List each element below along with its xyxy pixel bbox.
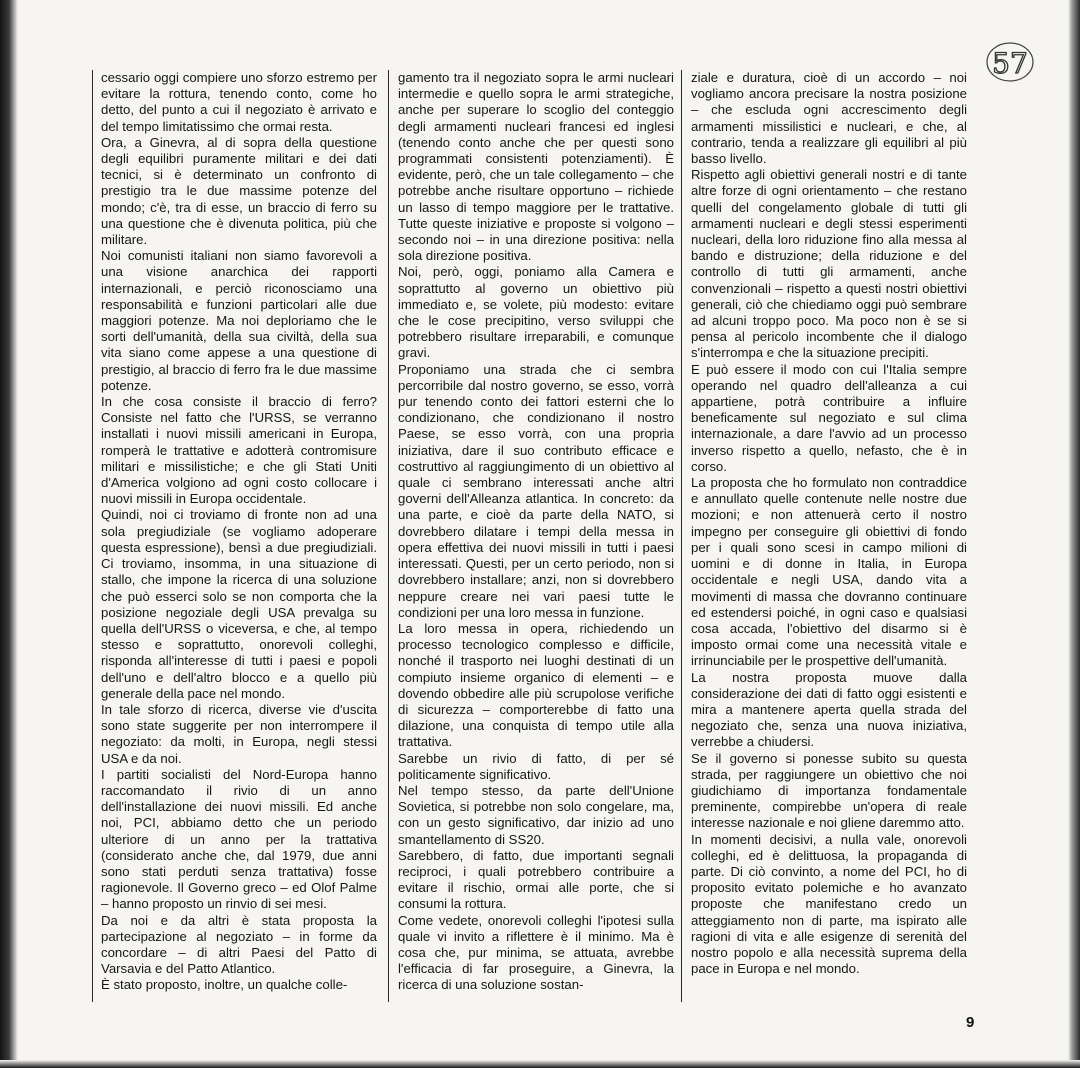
paragraph: Noi comunisti italiani non siamo favorevoli a una visione anarchica dei rapporti internazionali, e perciò riconosciamo una responsabilità e funzioni particolari alle due maggiori potenze. Ma noi deploriamo che le sorti dell'umanità, della sua civiltà, della sua vita siano come appese a una questione di prestigio, al braccio di ferro fra le due massime potenze.	[101, 248, 377, 393]
paragraph: cessario oggi compiere uno sforzo estremo per evitare la rottura, tenendo conto, come ho detto, del punto a cui il negoziato è arrivato e del tempo limitatissimo che ormai resta.	[101, 70, 377, 134]
page-number: 9	[966, 1014, 975, 1031]
column-rule-middle	[388, 70, 389, 1002]
paragraph: Noi, però, oggi, poniamo alla Camera e soprattutto al governo un obiettivo più immediato e, se volete, più modesto: evitare che le cose precipitino, verso sviluppi che potrebbero risultare irreparabili, e comunque gravi.	[398, 264, 674, 361]
column-rule-right	[681, 70, 682, 1002]
paragraph: Proponiamo una strada che ci sembra percorribile dal nostro governo, se esso, vorrà pur tenendo conto dei fattori esterni che lo condizionano, che condizionano il nostro Paese, se esso vorrà, con una propria iniziativa, dare il suo contributo efficace e costruttivo al raggiungimento di un obiettivo al quale ci sembrano interessati anche altri governi dell'Alleanza atlantica. In concreto: da una parte, e cioè da parte della NATO, si dovrebbero dilatare i tempi della messa in opera effettiva dei nuovi missili in tutti i paesi interessati. Questi, per un certo periodo, non si dovrebbero installare; anzi, non si dovrebbero neppure creare nei vari paesi tutte le condizioni per una loro messa in funzione.	[398, 361, 674, 620]
paragraph: E può essere il modo con cui l'Italia sempre operando nel quadro dell'alleanza a cui appartiene, potrà contribuire a influire beneficamente sul negoziato e sul clima internazionale, a dare l'avvio ad un processo inverso rispetto a quello, nefasto, che è in corso.	[691, 361, 967, 474]
paragraph: La proposta che ho formulato non contraddice e annullato quelle contenute nelle nostre due mozioni; e non attenuerà certo il nostro impegno per conseguire gli obiettivi di fondo per i quali sono scesi in campo milioni di uomini e di donne in Italia, in Europa occidentale e negli USA, dando vita a movimenti di massa che dovranno continuare ed estendersi poiché, in ogni caso e qualsiasi cosa accada, l'obiettivo del disarmo si è imposto ormai come una necessità vitale e irrinunciabile per le prospettive dell'umanità.	[691, 475, 967, 669]
text-column-3	[691, 70, 967, 977]
column-rule-left	[92, 70, 93, 1002]
paragraph: Rispetto agli obiettivi generali nostri e di tante altre forze di ogni orientamento – che restano quelli del congelamento globale di tutti gli armamenti nucleari e degli stessi esperimenti nucleari, della loro riduzione fino alla messa al bando e distruzione; della riduzione e del controllo di tutti gli armamenti, anche convenzionali – rispetto a questi nostri obiettivi generali, ciò che chiediamo oggi può sembrare ad alcuni troppo poco. Ma poco non è se si pensa al pericolo incombente che il dialogo s'interrompa e che la situazione precipiti.	[691, 167, 967, 361]
paragraph: Nel tempo stesso, da parte dell'Unione Sovietica, si potrebbe non solo congelare, ma, con un gesto significativo, dar inizio ad uno smantellamento di SS20.	[398, 782, 674, 847]
paragraph: Sarebbero, di fatto, due importanti segnali reciproci, i quali potrebbero contribuire a evitare il rischio, ormai alle porte, che si consumi la rottura.	[398, 847, 674, 912]
paragraph: In tale sforzo di ricerca, diverse vie d'uscita sono state suggerite per non interrompere il negoziato: da molti, in Europa, negli stessi USA e da noi.	[101, 701, 377, 766]
scan-bottom-edge	[0, 1060, 1080, 1068]
paragraph: In che cosa consiste il braccio di ferro? Consiste nel fatto che l'URSS, se verranno installati i nuovi missili americani in Europa, romperà le trattative e adotterà contromisure militari e missilistiche; e che gli Stati Uniti d'America volgiono ad ogni costo collocare i nuovi missili in Europa occidentale.	[101, 394, 377, 507]
svg-text:57: 57	[992, 47, 1028, 80]
paragraph: In momenti decisivi, a nulla vale, onorevoli colleghi, ed è delittuosa, la propaganda di parte. Di ciò convinto, a nome del PCI, ho di proposito evitato polemiche e ho avanzato proposte che manifestano credo un atteggiamento non di parte, ma ispirato alle ragioni di vita e alle esigenze di serenità del nostro popolo e alla necessità suprema della pace in Europa e nel mondo.	[691, 831, 967, 977]
handwritten-folio-number	[984, 40, 1036, 84]
paragraph: gamento tra il negoziato sopra le armi nucleari intermedie e quello sopra le armi strategiche, anche per superare lo scoglio del conteggio degli armamenti nucleari francesi ed inglesi (tenendo conto anche che per questi sono programmati consistenti potenziamenti). È evidente, però, che un tale collegamento – che potrebbe anche risultare opportuno – richiede un lasso di tempo maggiore per le trattative. Tutte queste iniziative e proposte si volgono – secondo noi – in una direzione positiva: nella sola direzione positiva.	[398, 70, 674, 264]
paragraph: Sarebbe un rivio di fatto, di per sé politicamente significativo.	[398, 750, 674, 782]
text-column-2	[398, 70, 674, 994]
paragraph: Come vedete, onorevoli colleghi l'ipotesi sulla quale vi invito a riflettere è il minimo. Ma è cosa che, pur minima, se attuata, avrebbe l'efficacia di far proseguire, a Ginevra, la ricerca di una soluzione sostan-	[398, 912, 674, 993]
paragraph: Quindi, noi ci troviamo di fronte non ad una sola pregiudiziale (se vogliamo adoperare questa espressione), bensì a due pregiudiziali. Ci troviamo, insomma, in una situazione di stallo, che impone la ricerca di una soluzione che può esserci solo se non comporta che la posizione negoziale degli USA prevalga su quella dell'URSS o viceversa, e che, al tempo stesso e soprattutto, onorevoli colleghi, risponda all'interesse di tutti i paesi e popoli dell'uno e dell'altro blocco e a quello più generale della pace nel mondo.	[101, 507, 377, 701]
paragraph: È stato proposto, inoltre, un qualche colle-	[101, 977, 348, 993]
paragraph: La loro messa in opera, richiedendo un processo tecnologico complesso e difficile, nonché il trasporto nei luoghi destinati di un compiuto insieme organico di elementi – e dovendo obbedire alle più scrupolose verifiche di sicurezza – comporterebbe di fatto una dilazione, una conquista di tempo utile alla trattativa.	[398, 620, 674, 750]
text-column-1	[101, 70, 377, 994]
scan-left-edge	[0, 0, 18, 1068]
paragraph: La nostra proposta muove dalla considerazione dei dati di fatto oggi esistenti e mira a mantenere aperta quella strada del negoziato che, senza una nuova iniziativa, verrebbe a chiudersi.	[691, 669, 967, 750]
paragraph: ziale e duratura, cioè di un accordo – noi vogliamo ancora precisare la nostra posizione – che escluda ogni accrescimento degli armamenti missilistici e nucleari, e che, al contrario, tenda a realizzare gli equilibri al più basso livello.	[691, 70, 967, 167]
paragraph: Se il governo si ponesse subito su questa strada, per raggiungere un obiettivo che noi giudichiamo di importanza fondamentale preminente, compirebbe un'opera di reale interesse nazionale e noi gliene daremmo atto.	[691, 750, 967, 831]
paragraph: I partiti socialisti del Nord-Europa hanno raccomandato il rivio di un anno dell'installazione dei nuovi missili. Ed anche noi, PCI, abbiamo detto che un periodo ulteriore di un anno per la trattativa (considerato anche che, dal 1979, due anni sono stati perduti senza trattativa) fosse ragionevole. Il Governo greco – ed Olof Palme – hanno proposto un rinvio di sei mesi.	[101, 766, 377, 912]
paragraph: Da noi e da altri è stata proposta la partecipazione al negoziato – in forme da concordare – di altri Paesi del Patto di Varsavia e del Patto Atlantico.	[101, 912, 377, 977]
scan-right-edge	[1068, 0, 1080, 1068]
paragraph: Ora, a Ginevra, al di sopra della questione degli equilibri puramente militari e dei dati tecnici, si è determinato un confronto di prestigio tra le due massime potenze del mondo; c'è, tra di esse, un braccio di ferro su una questione che è divenuta politica, più che militare.	[101, 134, 377, 248]
